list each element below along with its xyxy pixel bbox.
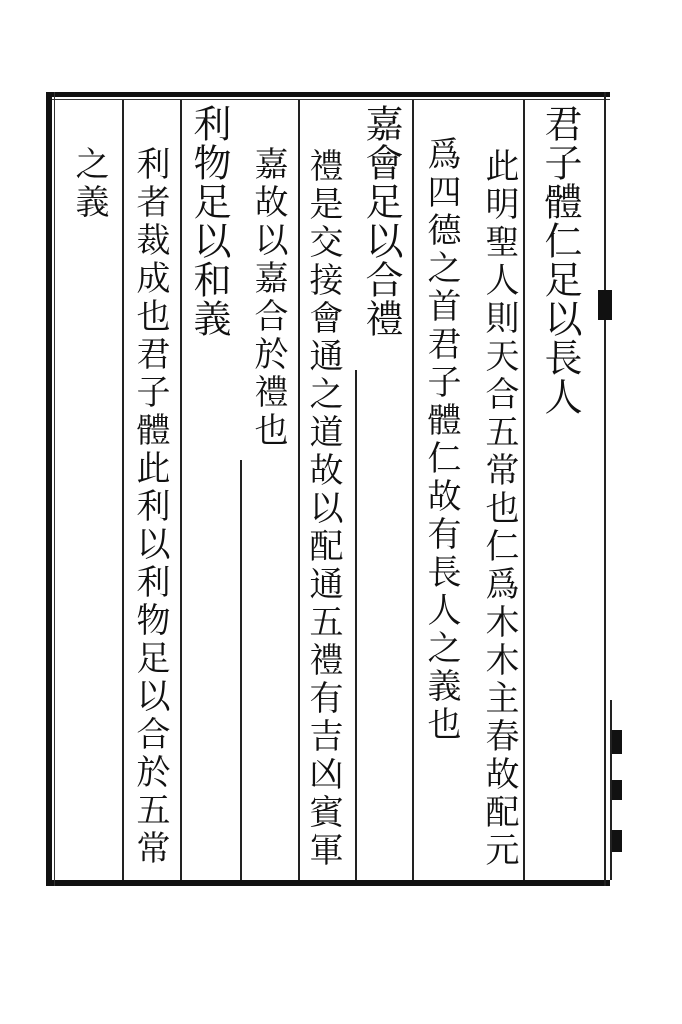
column-rule xyxy=(298,100,300,880)
column-rule xyxy=(523,100,525,880)
edge-fragment xyxy=(598,290,612,320)
edge-fragment xyxy=(612,730,622,754)
column-rule xyxy=(122,100,124,880)
frame-top-border xyxy=(48,92,610,97)
text-column: 利物足以和義 xyxy=(187,104,231,338)
text-column: 之義 xyxy=(69,146,109,222)
column-rule xyxy=(180,100,182,880)
column-rule xyxy=(240,460,242,880)
frame-top-inner-border xyxy=(48,99,610,100)
text-column: 此明聖人則天合五常也仁爲木木主春故配元 xyxy=(479,148,519,870)
text-column: 君子體仁足以長人 xyxy=(538,104,582,416)
edge-fragment xyxy=(612,830,622,852)
frame-bottom-border xyxy=(48,880,610,886)
column-rule xyxy=(355,370,357,880)
column-rule xyxy=(412,100,414,880)
text-column: 嘉會足以合禮 xyxy=(359,104,403,338)
text-column: 嘉故以嘉合於禮也 xyxy=(248,146,288,450)
frame-right-border xyxy=(604,92,606,886)
text-column: 禮是交接會通之道故以配通五禮有吉凶賓軍 xyxy=(303,148,343,870)
edge-fragment xyxy=(612,780,622,800)
frame-left-border xyxy=(46,92,52,886)
text-column: 利者裁成也君子體此利以利物足以合於五常 xyxy=(130,146,170,868)
frame-left-inner-border xyxy=(54,92,55,886)
text-column: 爲四德之首君子體仁故有長人之義也 xyxy=(421,136,461,744)
